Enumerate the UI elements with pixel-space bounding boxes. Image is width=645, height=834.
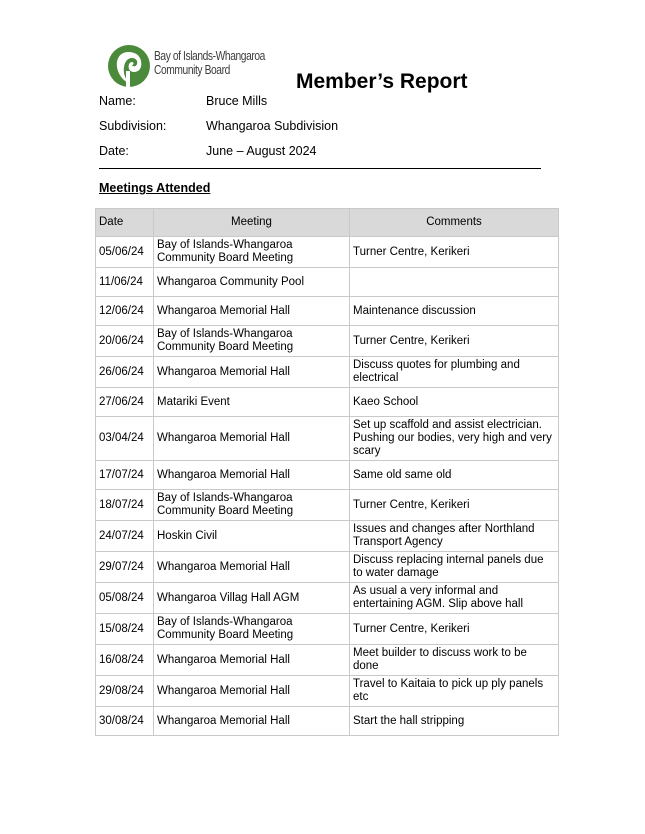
name-value: Bruce Mills	[206, 94, 268, 108]
table-row	[96, 583, 559, 614]
divider	[99, 168, 541, 169]
table-row	[96, 645, 559, 676]
table-row	[96, 490, 559, 521]
meetings-table	[95, 208, 559, 736]
table-row	[96, 417, 559, 461]
row-meeting: Hoskin Civil	[154, 521, 350, 552]
row-comments: Start the hall stripping	[350, 707, 559, 736]
row-meeting: Matariki Event	[154, 388, 350, 417]
logo-org-line1: Bay of Islands-Whangaroa	[154, 49, 265, 63]
row-comments: Discuss replacing internal panels due to water damage	[350, 552, 559, 583]
logo-org-line2: Community Board	[154, 63, 230, 77]
date-value: June – August 2024	[206, 144, 317, 158]
row-meeting: Whangaroa Memorial Hall	[154, 676, 350, 707]
row-comments: Turner Centre, Kerikeri	[350, 614, 559, 645]
row-comments	[350, 268, 559, 297]
row-meeting: Bay of Islands-Whangaroa Community Board Meeting	[154, 490, 350, 521]
table-row	[96, 268, 559, 297]
board-logo	[107, 43, 277, 89]
row-date: 24/07/24	[96, 521, 154, 552]
table-header-row	[96, 209, 559, 237]
row-comments: Meet builder to discuss work to be done	[350, 645, 559, 676]
row-date: 18/07/24	[96, 490, 154, 521]
row-comments: Set up scaffold and assist electrician. Pushing our bodies, very high and very scary	[350, 417, 559, 461]
row-meeting: Whangaroa Memorial Hall	[154, 357, 350, 388]
row-meeting: Bay of Islands-Whangaroa Community Board Meeting	[154, 326, 350, 357]
row-meeting: Bay of Islands-Whangaroa Community Board Meeting	[154, 237, 350, 268]
row-date: 16/08/24	[96, 645, 154, 676]
row-meeting: Whangaroa Memorial Hall	[154, 297, 350, 326]
header-comments: Comments	[350, 209, 559, 237]
header-date: Date	[96, 209, 154, 237]
subdivision-label: Subdivision:	[99, 119, 167, 133]
table-row	[96, 461, 559, 490]
row-comments: Turner Centre, Kerikeri	[350, 237, 559, 268]
row-meeting: Bay of Islands-Whangaroa Community Board Meeting	[154, 614, 350, 645]
table-body	[96, 237, 559, 736]
header-meeting: Meeting	[154, 209, 350, 237]
row-date: 20/06/24	[96, 326, 154, 357]
logo-text	[154, 49, 265, 77]
table-row	[96, 521, 559, 552]
table-row	[96, 357, 559, 388]
subdivision-value: Whangaroa Subdivision	[206, 119, 339, 133]
row-meeting: Whangaroa Memorial Hall	[154, 417, 350, 461]
table-row	[96, 552, 559, 583]
table-row	[96, 707, 559, 736]
row-comments: Maintenance discussion	[350, 297, 559, 326]
table-row	[96, 676, 559, 707]
row-date: 11/06/24	[96, 268, 154, 297]
table-row	[96, 237, 559, 268]
row-comments: Issues and changes after Northland Transport Agency	[350, 521, 559, 552]
row-meeting: Whangaroa Memorial Hall	[154, 461, 350, 490]
row-comments: Same old same old	[350, 461, 559, 490]
row-meeting: Whangaroa Memorial Hall	[154, 552, 350, 583]
report-title: Member’s Report	[296, 70, 468, 93]
row-comments: Travel to Kaitaia to pick up ply panels etc	[350, 676, 559, 707]
row-comments: As usual a very informal and entertaining AGM. Slip above hall	[350, 583, 559, 614]
row-date: 05/08/24	[96, 583, 154, 614]
row-date: 29/07/24	[96, 552, 154, 583]
row-date: 03/04/24	[96, 417, 154, 461]
row-comments: Kaeo School	[350, 388, 559, 417]
table-row	[96, 388, 559, 417]
row-date: 17/07/24	[96, 461, 154, 490]
row-date: 27/06/24	[96, 388, 154, 417]
name-label: Name:	[99, 94, 136, 108]
row-meeting: Whangaroa Community Pool	[154, 268, 350, 297]
table-row	[96, 326, 559, 357]
row-meeting: Whangaroa Villag Hall AGM	[154, 583, 350, 614]
table-row	[96, 297, 559, 326]
row-date: 29/08/24	[96, 676, 154, 707]
row-meeting: Whangaroa Memorial Hall	[154, 707, 350, 736]
row-date: 15/08/24	[96, 614, 154, 645]
row-meeting: Whangaroa Memorial Hall	[154, 645, 350, 676]
koru-logo-icon	[107, 43, 151, 89]
row-date: 12/06/24	[96, 297, 154, 326]
row-date: 26/06/24	[96, 357, 154, 388]
section-title: Meetings Attended	[99, 181, 211, 195]
date-label: Date:	[99, 144, 129, 158]
table-row	[96, 614, 559, 645]
row-comments: Discuss quotes for plumbing and electrical	[350, 357, 559, 388]
row-date: 30/08/24	[96, 707, 154, 736]
row-comments: Turner Centre, Kerikeri	[350, 326, 559, 357]
row-comments: Turner Centre, Kerikeri	[350, 490, 559, 521]
row-date: 05/06/24	[96, 237, 154, 268]
